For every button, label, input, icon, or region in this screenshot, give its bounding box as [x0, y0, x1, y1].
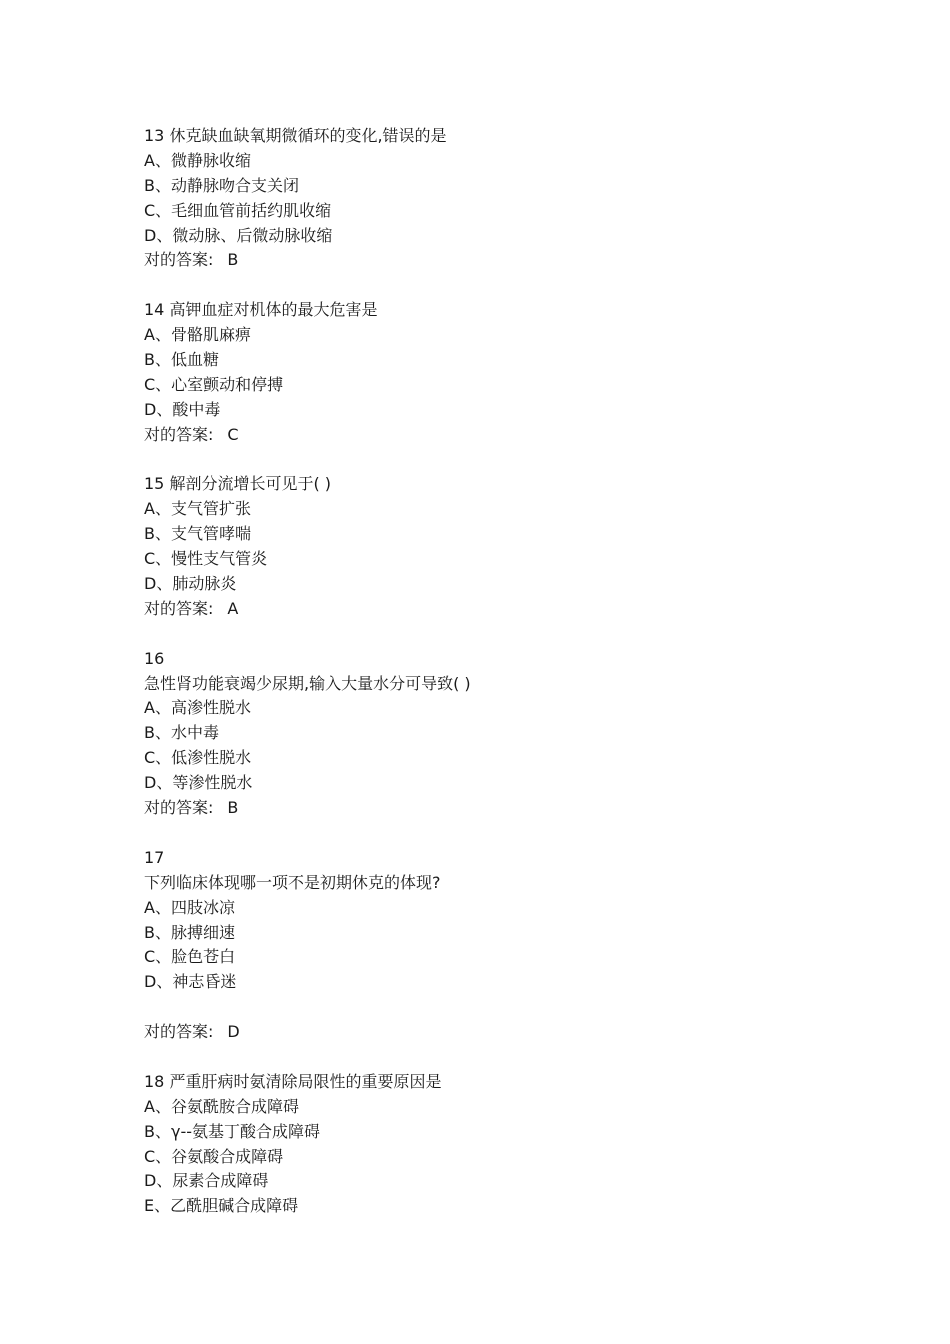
question-18-option-d: D、尿素合成障碍 [144, 1171, 269, 1191]
question-13-answer [144, 248, 864, 273]
question-14-option-b: B、低血糖 [144, 350, 219, 370]
answer-value: C [227, 424, 239, 444]
question-15-answer [144, 597, 864, 622]
answer-label: 对的答案: [144, 424, 214, 444]
question-13-stem: 13 休克缺血缺氧期微循环的变化,错误的是 [144, 126, 447, 145]
question-15-stem: 15 解剖分流增长可见于( ) [144, 474, 332, 494]
question-14-stem: 14 高钾血症对机体的最大危害是 [144, 300, 378, 320]
question-18 [144, 1070, 864, 1219]
answer-value: A [227, 598, 239, 618]
question-13-option-b: B、动静脉吻合支关闭 [144, 175, 299, 195]
question-15-option-b: B、支气管哮喘 [144, 524, 251, 544]
answer-value: B [227, 798, 239, 818]
question-14-option-a: A、骨骼肌麻痹 [144, 325, 251, 345]
answer-label: 对的答案: [144, 250, 214, 270]
question-13-option-c: C、毛细血管前括约肌收缩 [144, 200, 332, 220]
question-17-number: 17 [144, 847, 165, 867]
question-15-option-d: D、肺动脉炎 [144, 574, 237, 594]
question-16-option-b: B、水中毒 [144, 723, 219, 743]
question-17-option-d: D、神志昏迷 [144, 972, 237, 992]
spacer [144, 622, 864, 647]
spacer [144, 448, 864, 473]
question-17-option-b: B、脉搏细速 [144, 922, 235, 942]
question-18-option-b: B、γ--氨基丁酸合成障碍 [144, 1121, 320, 1141]
question-15-option-c: C、慢性支气管炎 [144, 549, 268, 569]
question-18-option-c: C、谷氨酸合成障碍 [144, 1146, 284, 1166]
question-14 [144, 298, 864, 447]
question-18-stem: 18 严重肝病时氨清除局限性的重要原因是 [144, 1071, 442, 1091]
answer-value: B [227, 250, 239, 270]
question-13-option-a: A、微静脉收缩 [144, 150, 251, 170]
question-14-option-c: C、心室颤动和停搏 [144, 374, 284, 394]
question-15-option-a: A、支气管扩张 [144, 499, 251, 519]
question-14-option-d: D、酸中毒 [144, 399, 221, 419]
spacer [144, 995, 864, 1020]
question-16-stem: 急性肾功能衰竭少尿期,输入大量水分可导致( ) [144, 673, 471, 693]
question-18-option-a: A、谷氨酰胺合成障碍 [144, 1096, 299, 1116]
answer-label: 对的答案: [144, 598, 214, 618]
question-16 [144, 647, 864, 821]
spacer [144, 273, 864, 298]
spacer [144, 1045, 864, 1070]
question-16-answer [144, 796, 864, 821]
question-17-stem: 下列临床体现哪一项不是初期休克的体现? [144, 872, 441, 892]
question-15 [144, 472, 864, 621]
question-13 [144, 124, 864, 273]
question-17 [144, 846, 864, 1045]
question-17-option-c: C、脸色苍白 [144, 947, 236, 967]
answer-value: D [227, 1022, 240, 1042]
question-13-option-d: D、微动脉、后微动脉收缩 [144, 225, 333, 245]
question-16-option-c: C、低渗性脱水 [144, 748, 252, 768]
question-17-answer [144, 1020, 864, 1045]
answer-label: 对的答案: [144, 1022, 214, 1042]
question-16-number: 16 [144, 648, 165, 668]
question-16-option-d: D、等渗性脱水 [144, 773, 253, 793]
spacer [144, 821, 864, 846]
question-16-option-a: A、高渗性脱水 [144, 698, 251, 718]
question-18-option-e: E、乙酰胆碱合成障碍 [144, 1196, 299, 1216]
question-14-answer [144, 423, 864, 448]
answer-label: 对的答案: [144, 798, 214, 818]
question-17-option-a: A、四肢冰凉 [144, 897, 235, 917]
question-list [144, 124, 864, 1219]
